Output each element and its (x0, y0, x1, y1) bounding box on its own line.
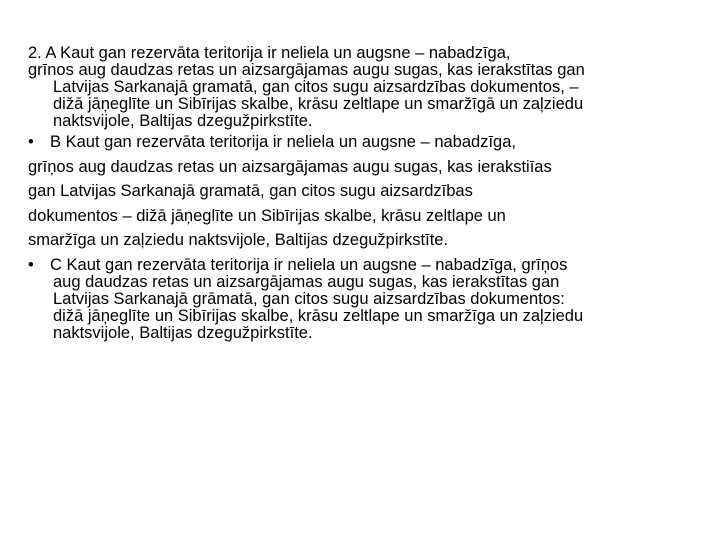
option-a-label: 2. A (28, 44, 56, 62)
option-c-line-5: naktsvijole, Baltijas dzegužpirkstīte. (53, 323, 313, 342)
option-b-line-3: gan Latvijas Sarkanajā gramatā, gan citos sugu aizsardzības (28, 182, 473, 200)
option-b (28, 130, 708, 253)
option-a-line-3: Latvijas Sarkanajā gramatā, gan citos sugu aizsardzības dokumentos, – (53, 78, 579, 96)
option-a-text-1: Kaut gan rezervāta teritorija ir neliela un augsne – nabadzīga, (60, 44, 511, 62)
option-b-bullet: • (28, 133, 34, 151)
option-c-line-1 (28, 257, 708, 274)
option-a-line-5: naktsvijole, Baltijas dzegužpirkstīte. (53, 112, 313, 130)
option-b-label: B (50, 133, 62, 151)
option-a-line-2: grīnos aug daudzas retas un aizsargājamas augu sugas, kas ierakstītas gan (28, 61, 585, 79)
option-c (28, 257, 708, 342)
option-a-line-1 (28, 45, 708, 62)
option-b-line-4: dokumentos – dižā jāņeglīte un Sibīrijas skalbe, krāsu zeltlape un (28, 206, 506, 225)
option-c-line-2: aug daudzas retas un aizsargājamas augu sugas, kas ierakstītas gan (53, 272, 560, 291)
option-b-line-2: grīņos aug daudzas retas un aizsargājamas augu sugas, kas ierakstiīas (28, 157, 552, 176)
option-a (28, 45, 708, 130)
option-c-label: C (50, 255, 62, 274)
option-b-text-1: Kaut gan rezervāta teritorija ir neliela un augsne – nabadzīga, (65, 133, 516, 151)
option-c-text-1: Kaut gan rezervāta teritorija ir neliela un augsne – nabadzīga, grīņos (66, 255, 568, 274)
option-c-bullet: • (28, 255, 34, 274)
option-b-line-1 (28, 130, 708, 155)
option-b-line-5: smaržīga un zaļziedu naktsvijole, Baltijas dzegužpirkstīte. (28, 231, 449, 249)
option-a-line-4: dižā jāņeglīte un Sibīrijas skalbe, krāsu zeltlape un smaržīgā un zaļziedu (53, 95, 584, 113)
option-c-line-3: Latvijas Sarkanajā grāmatā, gan citos sugu aizsardzības dokumentos: (53, 289, 565, 308)
option-c-line-4: dižā jāņeglīte un Sibīrijas skalbe, krāsu zeltlape un smaržīga un zaļziedu (53, 306, 584, 325)
question-content (28, 45, 708, 342)
